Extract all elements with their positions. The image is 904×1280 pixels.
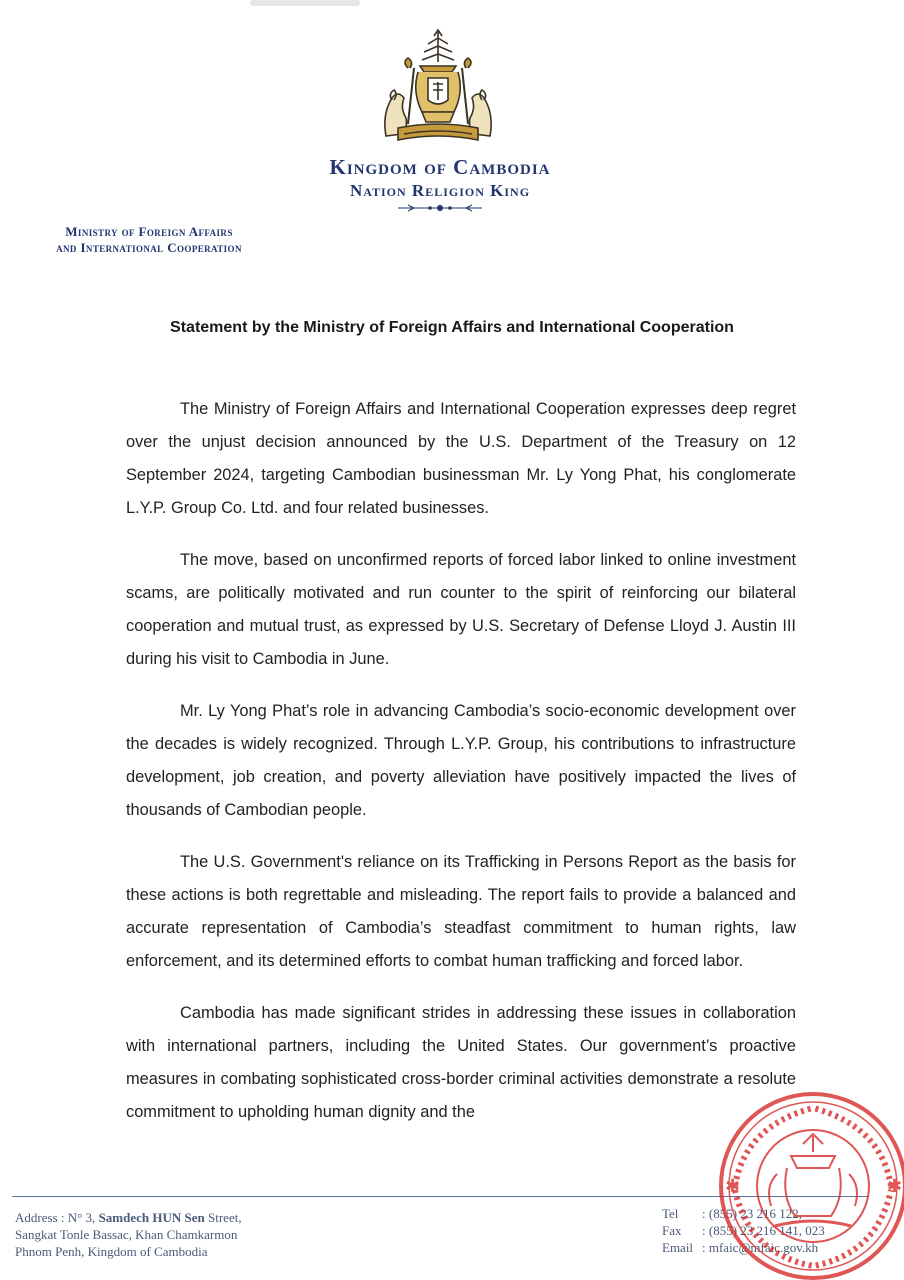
fax-value: : (855) 23 216 141, 023 xyxy=(702,1223,825,1238)
paragraph-1: The Ministry of Foreign Affairs and International Cooperation expresses deep regret over the unjust decision announced by the U.S. Department of the Treasury on 12 September 2024, targeting Cambodian businessman Mr. Ly Yong Phat, his conglomerate L.Y.P. Group Co. Ltd. and four related businesses. xyxy=(126,400,796,517)
email-label: Email xyxy=(662,1240,694,1255)
paragraph-2: The move, based on unconfirmed reports of forced labor linked to online investment scams, are politically motivated and run counter to the spirit of reinforcing our bilateral cooperation and mutual trust, as expressed by U.S. Secretary of Defense Lloyd J. Austin III during his visit to Cambodia in June. xyxy=(126,551,796,668)
ministry-line-1: Ministry of Foreign Affairs xyxy=(65,224,233,239)
svg-text:✱: ✱ xyxy=(887,1176,903,1197)
statement-title: Statement by the Ministry of Foreign Affairs and International Cooperation xyxy=(170,319,734,336)
scan-smudge xyxy=(250,0,360,6)
paragraph-5: Cambodia has made significant strides in addressing these issues in collaboration with international partners, including the United States. Our government’s proactive measures in combating sophisticated cross-border criminal activities demonstrate a resolute commitment to upholding human dignity and the xyxy=(126,1004,796,1121)
statement-body xyxy=(126,393,796,1148)
email-value: : mfaic@mfaic.gov.kh xyxy=(702,1240,819,1255)
address-street-rest: Street, xyxy=(204,1210,242,1225)
fax-label: Fax xyxy=(662,1223,682,1238)
address-line-1 xyxy=(15,1209,242,1226)
ornament-divider-icon xyxy=(398,202,482,214)
tel-label: Tel xyxy=(662,1206,679,1221)
ministry-seal-stamp xyxy=(705,1086,904,1280)
national-motto: Nation Religion King xyxy=(349,181,531,200)
royal-emblem-icon xyxy=(378,28,498,146)
address-line-3: Phnom Penh, Kingdom of Cambodia xyxy=(15,1244,208,1259)
address-street-bold: Samdech HUN Sen xyxy=(98,1210,205,1225)
kingdom-header xyxy=(300,154,580,202)
svg-text:✱: ✱ xyxy=(725,1176,741,1197)
paragraph-4: The U.S. Government's reliance on its Trafficking in Persons Report as the basis for these actions is both regrettable and misleading. The report fails to provide a balanced and accurate representation of Cambodia’s steadfast commitment to human rights, law enforcement, and its determined efforts to combat human trafficking and forced labor. xyxy=(126,853,796,970)
country-name: Kingdom of Cambodia xyxy=(329,155,551,179)
tel-value: : (855) 23 216 122, xyxy=(702,1206,803,1221)
address-line-2: Sangkat Tonle Bassac, Khan Chamkarmon xyxy=(15,1227,238,1242)
ministry-name xyxy=(14,224,284,256)
footer-address xyxy=(15,1209,242,1260)
address-label: Address : N° 3, xyxy=(15,1210,99,1225)
ministry-line-2: and International Cooperation xyxy=(56,240,242,255)
paragraph-3: Mr. Ly Yong Phat’s role in advancing Cambodia’s socio-economic development over the decades is widely recognized. Through L.Y.P. Group, his contributions to infrastructure development, job creation, and poverty alleviation have positively impacted the lives of thousands of Cambodian people. xyxy=(126,702,796,819)
